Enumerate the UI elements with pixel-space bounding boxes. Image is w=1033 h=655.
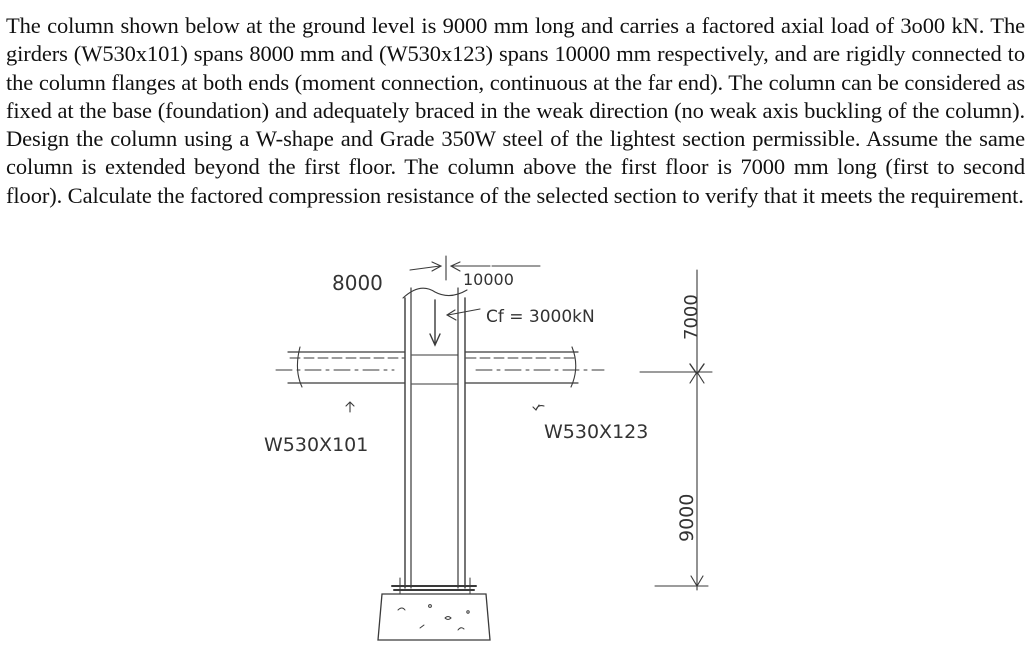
load-arrow — [430, 300, 480, 345]
problem-statement: The column shown below at the ground level is 9000 mm long and carries a factored axial load of 3o00 kN. The girders (W530x101) spans 8000 mm and (W530x123) spans 10000 mm respectively, and are rigidly connected to the column flanges at both ends (moment connection, continuous at the far end). The column can be considered as fixed at the base (foundation) and adequately braced in the weak direction (no weak axis buckling of the column). Design the column using a W-shape and Grade 350W steel of the lightest section permissible. Assume the same column is extended beyond the first floor. The column above the first floor is 7000 mm long (first to second floor). Calculate the factored compression resistance of the selected section to verify that it meets the requirement. — [6, 13, 1025, 208]
right-girder-label: W530X123 — [544, 421, 649, 443]
left-girder-leader — [346, 402, 354, 412]
left-girder-label: W530X101 — [264, 434, 369, 456]
upper-height-label: 7000 — [681, 294, 702, 340]
lower-height-label: 9000 — [676, 493, 698, 542]
foundation — [378, 594, 490, 640]
right-span-label: 10000 — [463, 270, 514, 289]
girders — [276, 347, 604, 387]
load-label: Cf = 3000kN — [486, 307, 595, 327]
left-span-label: 8000 — [332, 271, 383, 295]
right-girder-leader — [533, 405, 544, 410]
